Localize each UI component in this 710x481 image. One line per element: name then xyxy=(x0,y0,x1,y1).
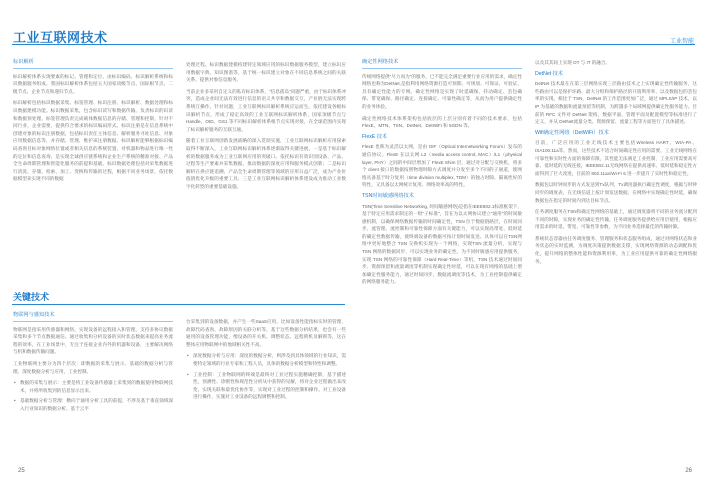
section-title-key-technologies: 关键技术 xyxy=(13,292,50,302)
paragraph: 数据包以时钟同步的方式发送到Tx队列，Tx调度器执行确定性调度，根据与时钟同步的调度表，在无线信道上按计划发送数据，在网络中实现确定性时延，确保数据包在指定的时间内到达目标节点。 xyxy=(535,182,697,203)
left-col-4 xyxy=(186,318,346,405)
heading-underline xyxy=(362,68,522,69)
paragraph: FlexE 也称为灵活以太网，是由 OIF（Optical Internetworking Forum）发布的通信协议。FlexE 在以太网 L2（media access control, MAC）/L1（physical layer, PHY）之间的中间层增加了 FlexE Shim 层，通过对分配与交换机，将多个 client 接口的数据按照物理时隙方式调度并分发至多个不同的子通道，使网络具备基于时分复用（time division multiplex, TDM）的独占时隙、隔离性好的特性，又具备以太网统计复用、网络效率高的特性。 xyxy=(362,144,522,188)
paragraph: 传统网络提供"尽力而为"的服务，已不能完全满足重要行业应用的需求，确定性网络也称为DetNet,是指利用网络资源打造可预期、可规划、可保证、可验证、具有确定性能力的专网。确定性网络是实现了时延确保、抖动确定、丢包确保、带宽确保、路径确定、连接确定、可靠性确定等，从而为用户提供确定性的业务体验。 xyxy=(362,73,522,109)
section-rule xyxy=(12,304,345,305)
paragraph: 处理过程。标识数据建模构建特定领域应用的标识数据服务模型，建立标识应用数据字典、知识图谱等，基于统一标识建立对象在不同信息系统之间的关联关系，提供对象信息服务。 xyxy=(186,62,346,83)
header-rule xyxy=(12,44,695,45)
heading-underline xyxy=(13,68,173,69)
paragraph: 台采集到的设备数据，并产生一些SaaS应用，比如设备性能指标实时的管理、故障代码查询、故障原因的关联分析等。基于这些数据分析结果，也会有一些通用的设备管理功能，像设备的开关机、调整状态、远程锁机及解锁等，这在整体应用物联网中的地域相关性不高。 xyxy=(186,319,346,347)
heading-underline xyxy=(13,321,173,322)
bullet-item: • 数据的采集与展示：主要是将工业设备传感器上采集到的数据使用物联网技术，并将所收集到的信息显示出来。 xyxy=(20,379,173,394)
bullet-list xyxy=(186,352,346,401)
page-number-left: 25 xyxy=(18,468,25,474)
right-col-2 xyxy=(535,59,697,269)
subheading-detwifi: Wifi确定性网络（DetWiFi）技术 xyxy=(535,129,609,136)
bullet-item: • 深度数据分析与应用：深度的数据分析，则涉及到具体领域的行业知识，需要特定领域的行业专家和工程人员，具体的数据分析模型和特性和调整。 xyxy=(193,352,346,367)
subheading-flexe: FlexE 技术 xyxy=(362,133,388,140)
paragraph: 标识解析包括标识数据采集、标签管理、标识注册、标识解析、数据处理和标识数据建模功能。标识数据采集，包含标识读写和数据传输。负责标识的识读和数据预处理。标签管理负责完成载体数据信息的存储、管理和控制，针对不同行业、企业需要，提供符合要求的标识编码形式。标识注册是在信息系统中创建对象的标识注册数据，包括标识责任主体信息、解析服务寻址信息、对象应用数据信息等，并存储、管理、维护该注册数据。标识解析能够根据标识编码查询目标对象网络位置或者相关信息的系统装置，对机器和物品进行唯一性的定位和信息查询，是实现全球供应链系统和企业生产系统的精准对接、产品全生命周期管理和智能化服务的前提和基础。标识数据处理包括对采集数据进行清洗、存储、检索、加工、变换和传输的过程，根据不同业务场景，依托数据模型来实现不同的数据 xyxy=(13,100,173,182)
subheading-tsn: TSN时间敏感网络技术 xyxy=(362,192,414,199)
bullet-list xyxy=(13,379,173,412)
paragraph: 目前，广泛应用的工业无线技术主要包括Wireless HART、WIA-PA、ISA100.11a等。然而，这些技术不适合时间确定性应用的需要。工业无线网络在可靠性和实时性方面的保障有限，其性能无法满足工业控制，工业应用需要高可靠、低时延的无线连接，IEEE802.11无线网络在提供高速率、低时延和稳定性方面得到了巨大改进，目前的 802.11ax/Wi-Fi 6 进一步提升了实时性和稳定性。 xyxy=(535,140,697,176)
heading-iot-sensing: 物联网与感知技术 xyxy=(13,312,55,318)
paragraph: 以及其其间上实现 OT 与 IT 的融合。 xyxy=(535,60,611,65)
heading-identifier-resolution: 标识解析 xyxy=(13,59,34,65)
subheading-detnet: DetNet 技术 xyxy=(535,70,563,77)
paragraph: DetNet 技术最在在第三层网络实现三层路由技术之上实现确定性传输服务，这些路由可以是保护环路、最大分组和保护路径的开销利用率，以及数据包的丢包率的实现。相比于 TSN，DetNet 的工作范围更加广泛，通过 MPLS/IP 技术，以 IP 为基础的数据和流量预留等机制，为跨越多个局域网提供确定性服务能力。目前的 RFC 文件对 DetNet 架构、数据平面、管理平面及配置模型等标准进行了定义，并从 DetNet流量分类、资源预留、流量工程等方面进行了具体描述。 xyxy=(535,81,697,125)
section-tag: 工业智能 xyxy=(669,39,694,45)
paragraph: 任务调度服务在TSN和确定性网络的基础上，通过调度器将不同的业务流分配到不同的时隙，实现业务的确定性传输。任务调度服务提供给应用层使用，根据应用需求的时延、带宽、可靠性等参数，为不同业务选择最佳的传输时隙。 xyxy=(535,209,697,230)
paragraph: 物联网是指采用传感器和网络，实现设备的远程接入和管理，支持多协议数据采集和多个节点数据通信。通过收集和分析设备的实时状态数据来提高业务流程的效率，在工业场景中，专注于连接企业内外的机器和设备，主要解决网络与机和数据传输问题。 xyxy=(13,326,173,355)
page-title: 工业互联网技术 xyxy=(13,30,108,45)
paragraph: 系统状态容器由任务调度服务、管理服务和状态服务组成，通过对网络状态和业务状态的实时监测，为调度决策提供数据支撑，实现网络资源的动态调配和优化，提升网络的整体性能和资源利用率，为工业应用提供可靠的确定性网络服务。 xyxy=(535,235,697,264)
left-col-2 xyxy=(186,61,346,195)
bullet-item: • 工业控制：工业物联网的终端是最终对工业过程实施精确控制，基于描述性，预测性、诊断性和规范性分析从中获得的见解，将对企业过程做出来改变，实现关联和最优化协作等，实现对工业过程的控制和操作。对工业设备进行操作，实施对工业设备的远程调整和控制。 xyxy=(193,371,346,401)
page-number-right: 26 xyxy=(685,468,692,474)
paragraph: TSN(Time Sensitive Networking, 时间敏感网络)是指在IEEE802.1标准框架下，基于特定应用需求制定的一组"子标准"，旨在为以太网协议建立"通用"的时间敏感机制，以确保网络数据传输的时间确定性。TSN 位于数据链路层，在时间同步、流管理、流控制和可靠性保障方面有关键能力，可以实现高带宽、低时延的确定性数据传输，使终端设备的数据可按计划时间发送、具体可以在TSN网络中更好地整合 TSN 交换机实现为一个网络，实现TSN 流量分析，实现与 TSN 网络的数据同步，可以实现业务的确定性、为不同时敏感应用提供服务，实现 TSN 网络的可靠性保障（Hard Real-Time）等机，TSN 技术通过时间同步、资源预留和流量调度等机制实现确定性时延，可以在现有网络的基础上增加确定性服务能力，通过时间同步、数据流调度等技术，为工业控制提供确定的网络服务能力。 xyxy=(362,203,522,285)
paragraph: 当前企业多采用自定义的私有标识体系，"信息孤岛"问题严重，由于标识体系冲突，造成企业间无法有效进行信息的语义共享和数据交互，产业链无法实现跨系统互操作。针对问题，工业互联网标识解析系统应运而生。依托建设各级标识解析节点，形成了稳定高效的工业互联网标识解析体系，国家顶级节点与 Handle、OID、GS1 等不同标识解析体系根节点实现对接，在全球范围内实现了标识解析服务的互联互通。 xyxy=(186,88,346,132)
paragraph: 确定性网络技术体系架构包括底层的上层分别有着不同的技术要求，包括 FlexE、MTN、TSN、DetNet、DetWiFi 和 5GDN 等。 xyxy=(362,115,522,129)
bullet-item: • 基础数据分析与管理：横向于通用分析工具的前提，不涉及基于垂直领域深入行业知识的数据分析。基于云平 xyxy=(20,397,173,412)
paragraph: 工业物联网主要分为四个层次：即数据的采集与展示、基础的数据分析与管理、深度数据分析与应用、工业控制。 xyxy=(13,360,173,374)
paragraph: 随着工业互联网创新发展战略的深入贯彻实施，工业互联网标识解析应用探索取得不断深入，工业互联网标识解析体系逐渐取得关键进展，一是基于标识解析的数据服务成为工业互联网应用的突破口。依托标识有效识别设备、产品、过程等生产要素并采集数据，推动数据的深度应用和服务模式创新；二是标识解析在供应链追溯、产品全生命周期管理等领域的应用日益广泛，成为产业价值链优化升级的重要工具；三是工业互联网标识解析体系建设成为推动工业数字化转型的重要基础设施。 xyxy=(186,138,346,189)
left-col-1 xyxy=(13,59,173,187)
paragraph: 标识解析体系实现要素的标记、管理和定位，由标识编码、标识解析系统和标识数据服务组成。我国标识解析体系包括五大国家顶级节点、国际根节点、二级节点、企业节点和递归节点。 xyxy=(13,73,173,94)
right-col-1 xyxy=(362,59,522,290)
left-col-3 xyxy=(13,312,173,417)
heading-deterministic-network: 确定性网络技术 xyxy=(362,59,399,65)
